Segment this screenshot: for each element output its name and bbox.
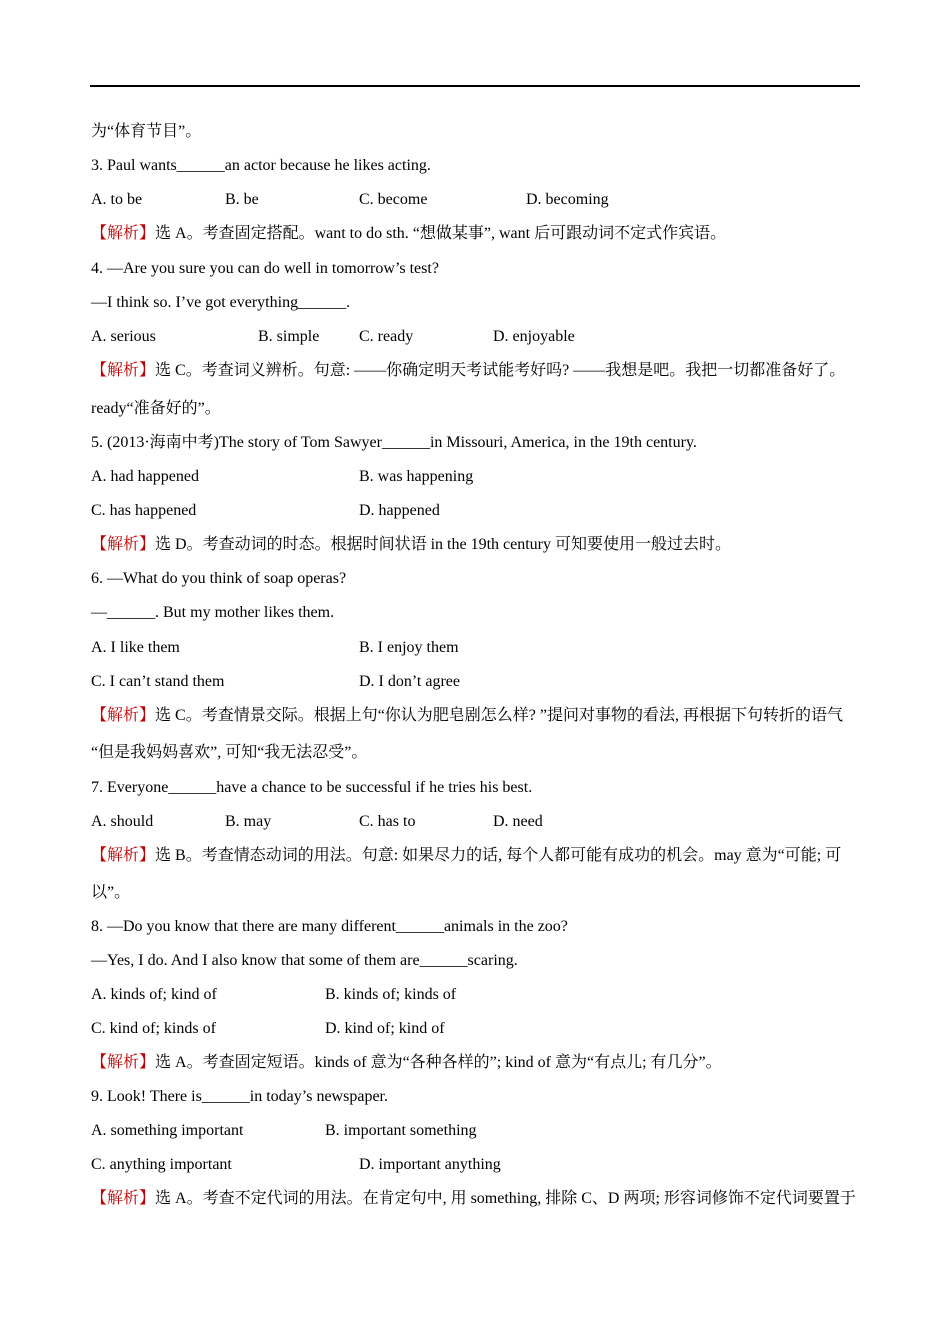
q6-analysis-text: 选 C。考查情景交际。根据上句“你认为肥皂剧怎么样? ”提问对事物的看法, 再根据下句转折的语气 (155, 707, 843, 724)
q9-option-c: C. anything important (91, 1156, 232, 1173)
q5-analysis (91, 535, 731, 555)
q5-analysis-text: 选 D。考查动词的时态。根据时间状语 in the 19th century 可知要使用一般过去时。 (155, 536, 731, 553)
analysis-tag: 【解析】 (91, 536, 156, 553)
q8-option-d: D. kind of; kind of (325, 1020, 445, 1037)
q5-option-a: A. had happened (91, 468, 199, 485)
q6-analysis-cont: “但是我妈妈喜欢”, 可知“我无法忍受”。 (91, 744, 368, 761)
q9-option-b: B. important something (325, 1122, 477, 1139)
q7-stem: 7. Everyone______have a chance to be successful if he tries his best. (91, 779, 533, 796)
q9-option-d: D. important anything (359, 1156, 501, 1173)
q3-analysis (91, 224, 726, 244)
q9-analysis-text: 选 A。考查不定代词的用法。在肯定句中, 用 something, 排除 C、D 两项; 形容词修饰不定代词要置于 (155, 1190, 856, 1207)
q3-option-d: D. becoming (526, 191, 609, 208)
analysis-tag: 【解析】 (91, 707, 156, 724)
q3-option-b: B. be (225, 191, 259, 208)
q3-option-c: C. become (359, 191, 428, 208)
q5-stem: 5. (2013·海南中考)The story of Tom Sawyer______in Missouri, America, in the 19th century. (91, 434, 697, 451)
q7-option-c: C. has to (359, 813, 416, 830)
q9-analysis (91, 1189, 856, 1209)
q4-stem-1: 4. —Are you sure you can do well in tomorrow’s test? (91, 260, 439, 277)
analysis-tag: 【解析】 (91, 1190, 156, 1207)
q3-analysis-text: 选 A。考查固定搭配。want to do sth. “想做某事”, want 后可跟动词不定式作宾语。 (155, 225, 727, 242)
q5-option-b: B. was happening (359, 468, 474, 485)
q7-analysis-text: 选 B。考查情态动词的用法。句意: 如果尽力的话, 每个人都可能有成功的机会。may 意为“可能; 可 (155, 847, 842, 864)
q4-analysis-cont: ready“准备好的”。 (91, 400, 221, 417)
header-rule (90, 85, 860, 87)
q8-stem-2: —Yes, I do. And I also know that some of them are______scaring. (91, 952, 518, 969)
q6-option-b: B. I enjoy them (359, 639, 459, 656)
analysis-tag: 【解析】 (91, 225, 156, 242)
analysis-tag: 【解析】 (91, 1054, 156, 1071)
q5-option-c: C. has happened (91, 502, 197, 519)
q4-option-a: A. serious (91, 328, 156, 345)
q9-option-a: A. something important (91, 1122, 244, 1139)
q6-analysis (91, 706, 843, 726)
q6-stem-2: —______. But my mother likes them. (91, 604, 335, 621)
q4-stem-2: —I think so. I’ve got everything______. (91, 294, 351, 311)
q4-analysis (91, 361, 845, 381)
q7-option-a: A. should (91, 813, 154, 830)
q8-analysis-text: 选 A。考查固定短语。kinds of 意为“各种各样的”; kind of 意为“有点儿; 有几分”。 (155, 1054, 722, 1071)
q7-analysis (91, 846, 841, 866)
q4-option-b: B. simple (258, 328, 320, 345)
q9-stem: 9. Look! There is______in today’s newspaper. (91, 1088, 388, 1105)
analysis-tag: 【解析】 (91, 362, 156, 379)
q6-stem-1: 6. —What do you think of soap operas? (91, 570, 347, 587)
q6-option-a: A. I like them (91, 639, 180, 656)
q7-option-b: B. may (225, 813, 272, 830)
q8-option-c: C. kind of; kinds of (91, 1020, 216, 1037)
q4-analysis-text: 选 C。考查词义辨析。句意: ——你确定明天考试能考好吗? ——我想是吧。我把一切都准备好了。 (155, 362, 846, 379)
q5-option-d: D. happened (359, 502, 440, 519)
q7-analysis-cont: 以”。 (91, 884, 131, 901)
q8-analysis (91, 1053, 722, 1073)
q4-option-c: C. ready (359, 328, 414, 345)
q6-option-c: C. I can’t stand them (91, 673, 225, 690)
q8-stem-1: 8. —Do you know that there are many different______animals in the zoo? (91, 918, 568, 935)
q4-option-d: D. enjoyable (493, 328, 575, 345)
analysis-tag: 【解析】 (91, 847, 156, 864)
q6-option-d: D. I don’t agree (359, 673, 460, 690)
q8-option-b: B. kinds of; kinds of (325, 986, 457, 1003)
q3-stem: 3. Paul wants______an actor because he likes acting. (91, 157, 431, 174)
q7-option-d: D. need (493, 813, 543, 830)
continuation-line: 为“体育节目”。 (91, 123, 202, 140)
q8-option-a: A. kinds of; kind of (91, 986, 217, 1003)
q3-option-a: A. to be (91, 191, 143, 208)
